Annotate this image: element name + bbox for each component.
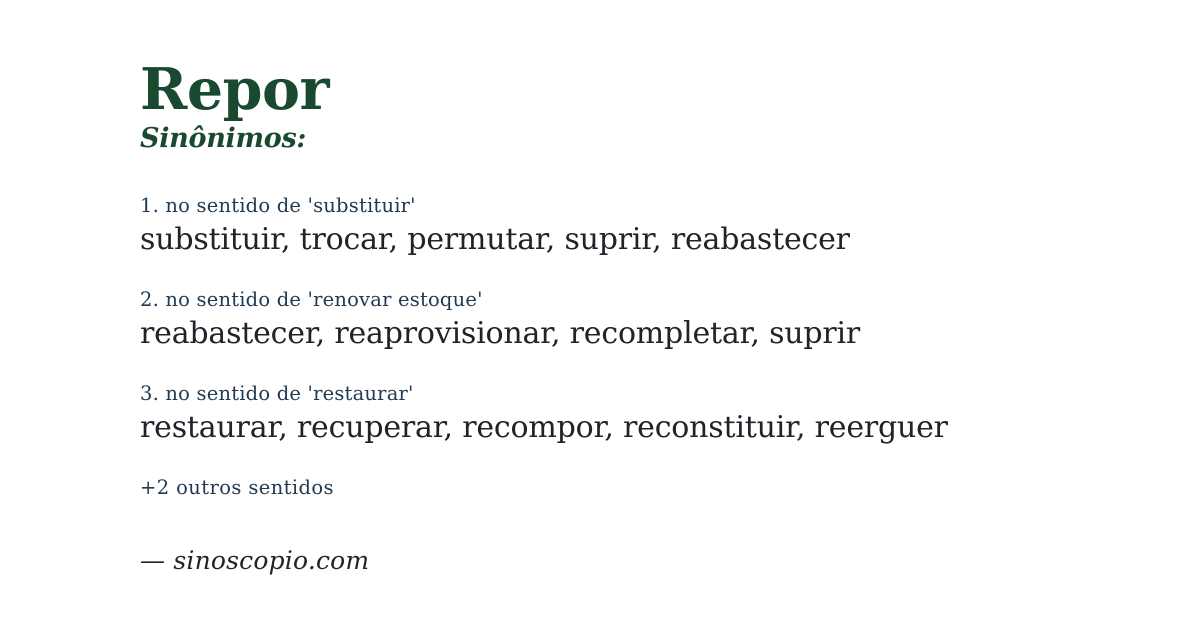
sense-synonyms: substituir, trocar, permutar, suprir, reabastecer	[140, 221, 850, 257]
sense-item-2	[140, 288, 1140, 352]
senses-list	[140, 194, 1140, 446]
sense-label: 3. no sentido de 'restaurar'	[140, 382, 414, 406]
sense-synonyms: reabastecer, reaprovisionar, recompletar, suprir	[140, 315, 861, 351]
more-senses-note: +2 outros sentidos	[140, 476, 334, 500]
synonyms-subtitle: Sinônimos:	[140, 123, 307, 155]
sense-item-1	[140, 194, 1140, 258]
sense-label: 2. no sentido de 'renovar estoque'	[140, 288, 483, 312]
sense-item-3	[140, 382, 1140, 446]
page-title: Repor	[140, 56, 330, 123]
source-attribution: — sinoscopio.com	[140, 545, 370, 575]
sense-synonyms: restaurar, recuperar, recompor, reconstituir, reerguer	[140, 409, 948, 445]
sense-label: 1. no sentido de 'substituir'	[140, 194, 416, 218]
